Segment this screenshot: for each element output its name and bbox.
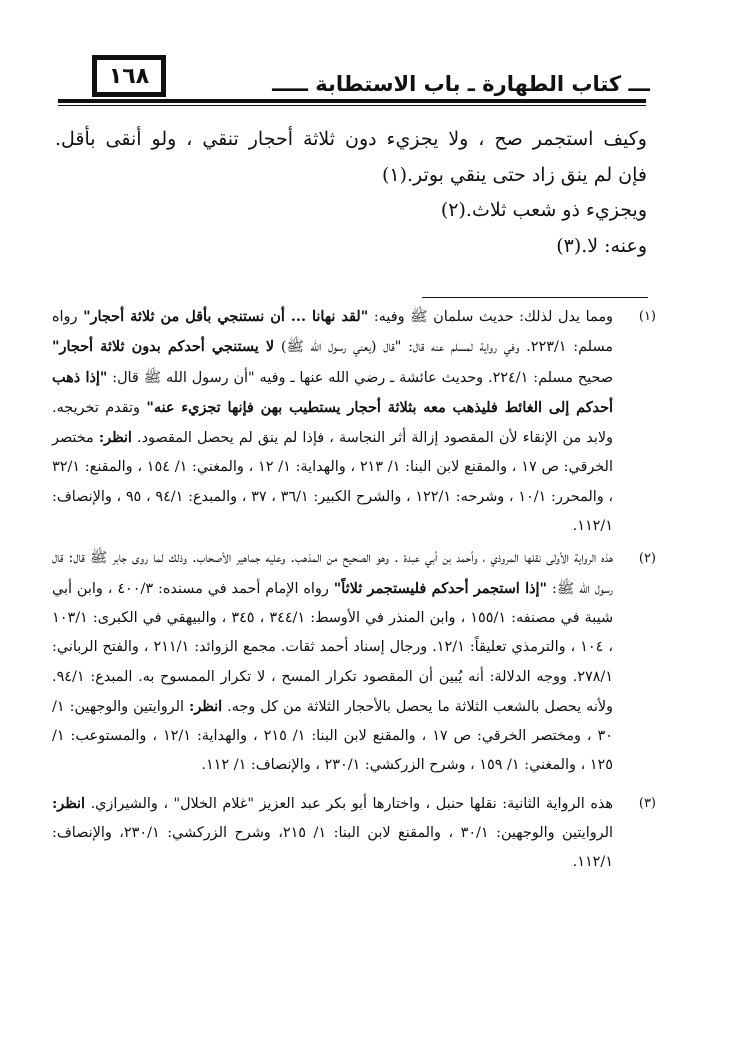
footnote-bold-segment: "إذا ذهب أحدكم إلى الغائط فليذهب معه بثلاثة أحجار يستطيب بهن فإنها تجزيء عنه"	[52, 368, 613, 416]
footnote-segment: الروايتين والوجهين: ٣٠/١ ، والمقنع لابن البنا: ١/ ٢١٥، وشرح الزركشي: ٢٣٠/١، والإنصاف: ١١٢/١.	[52, 825, 613, 871]
footnote-segment: وتقدم تخريجه. ولابد من الإنقاء لأن المقصود إزالة أثر النجاسة ، فإذا لم ينق لم يحصل المقصود.	[52, 399, 613, 447]
footnote-bold-segment: "لقد نهانا ... أن نستنجي بأقل من ثلاثة أحجار"	[83, 308, 369, 325]
main-text	[55, 122, 647, 264]
footnote-segment: ومما يدل لذلك: حديث سلمان ﷺ وفيه:	[368, 309, 614, 325]
footnote-body	[52, 544, 613, 780]
footnote-bold-segment: انظر:	[189, 697, 223, 715]
main-line: وعنه: لا.(٣)	[556, 234, 647, 257]
header-rule-thin	[58, 105, 646, 106]
footnote-bold-segment: انظر:	[52, 794, 86, 812]
header-rule	[58, 99, 646, 103]
footnote-segment: مختصر الخرقي: ص ١٧ ، والمقنع لابن البنا: ١/ ٢١٣ ، والهداية: ١/ ١٢ ، والمغني: ١/ ١٥٤ ، والمقنع: ٣٢/١ ، والمحرر: ١٠/١ ، وشرحه: ١٢٢/١ ، والشرح الكبير: ٣٦/١ ، ٣٧ ، والمبدع: ٩٤/١ ، ٩٥ ، والإنصاف: ١١٢/١.	[52, 430, 613, 535]
page-number: ١٦٨	[108, 63, 150, 89]
footnote-segment: رواه مسلم: ٢٢٣/١. وفي رواية لمسلم عنه قال: "قال (يعني رسول الله ﷺ)	[52, 309, 613, 356]
footnote	[52, 302, 660, 541]
main-line: ويجزيء ذو شعب ثلاث.(٢)	[440, 199, 647, 221]
footnote-segment: صحيح مسلم: ٢٢٤/١. وحديث عائشة ـ رضي الله عنها ـ وفيه "أن رسول الله ﷺ قال:	[107, 369, 614, 386]
footnote-bold-segment: انظر:	[98, 429, 132, 447]
footnote	[52, 544, 660, 780]
footnote-body	[52, 789, 613, 878]
footnotes	[52, 300, 660, 878]
page-number-box	[92, 55, 166, 97]
footnote-segment: هذه الرواية الأولى نقلها المروذي ، وأحمد بن أبي عبدة . وهو الصحيح من المذهب. وعليه جماهير الأصحاب. وذلك لما روى جابر ﷺ قال: قال رسول الله ﷺ:	[52, 550, 614, 597]
footnote-number: (١)	[638, 309, 656, 324]
footnote-number: (٢)	[638, 551, 656, 567]
footnote-separator	[422, 297, 648, 298]
footnote-segment: هذه الرواية الثانية: نقلها حنبل ، واختارها أبو بكر عبد العزيز "غلام الخلال" ، والشيرازي.	[85, 795, 613, 812]
main-line: فإن لم ينق زاد حتى ينقي بوتر.(١)	[381, 163, 647, 186]
footnote-segment: رواه الإمام أحمد في مسنده: ٤٠٠/٣ ، وابن أبي شيبة في مصنفه: ١٥٥/١ ، وابن المنذر في الأوسط: ٣٤٤/١ ، ٣٤٥ ، والبيهقي في الكبرى: ١٠٣/١ ، ١٠٤ ، والترمذي تعليقاً: ١٢/١. ورجال إسناد أحمد ثقات. مجمع الزوائد: ٢١١/١ ، والفتح الرباني: ٢٧٨/١. ووجه الدلالة: أنه يُبين أن المقصود تكرار المسح ، لا تكرار الممسوح به. المبدع: ٩٤/١. ولأنه يحصل بالشعب الثلاثة ما يحصل بالأحجار الثلاثة من كل وجه.	[52, 580, 614, 715]
footnote-bold-segment: لا يستنجي أحدكم بدون ثلاثة أحجار"	[52, 338, 275, 356]
main-line: وكيف استجمر صح ، ولا يجزيء دون ثلاثة أحجار تنقي ، ولو أنقى بأقل.	[55, 128, 647, 150]
running-header-title: ـــ كتاب الطهارة ـ باب الاستطابة ـــــ	[272, 72, 650, 96]
footnote	[52, 789, 660, 878]
footnote-body	[52, 302, 613, 541]
footnote-number: (٣)	[638, 795, 656, 811]
footnote-segment: الروايتين والوجهين: ١/ ٣٠ ، ومختصر الخرقي: ص ١٧ ، والمقنع لابن البنا: ١/ ٢١٥ ، والهداية: ١٢/١ ، والمستوعب: ١/ ١٢٥ ، والمغني: ١/ ١٥٩ ، وشرح الزركشي: ٢٣٠/١ ، والإنصاف: ١/ ١١٢.	[52, 698, 613, 774]
footnote-bold-segment: "إذا استجمر أحدكم فليستجمر ثلاثاً"	[333, 579, 548, 597]
